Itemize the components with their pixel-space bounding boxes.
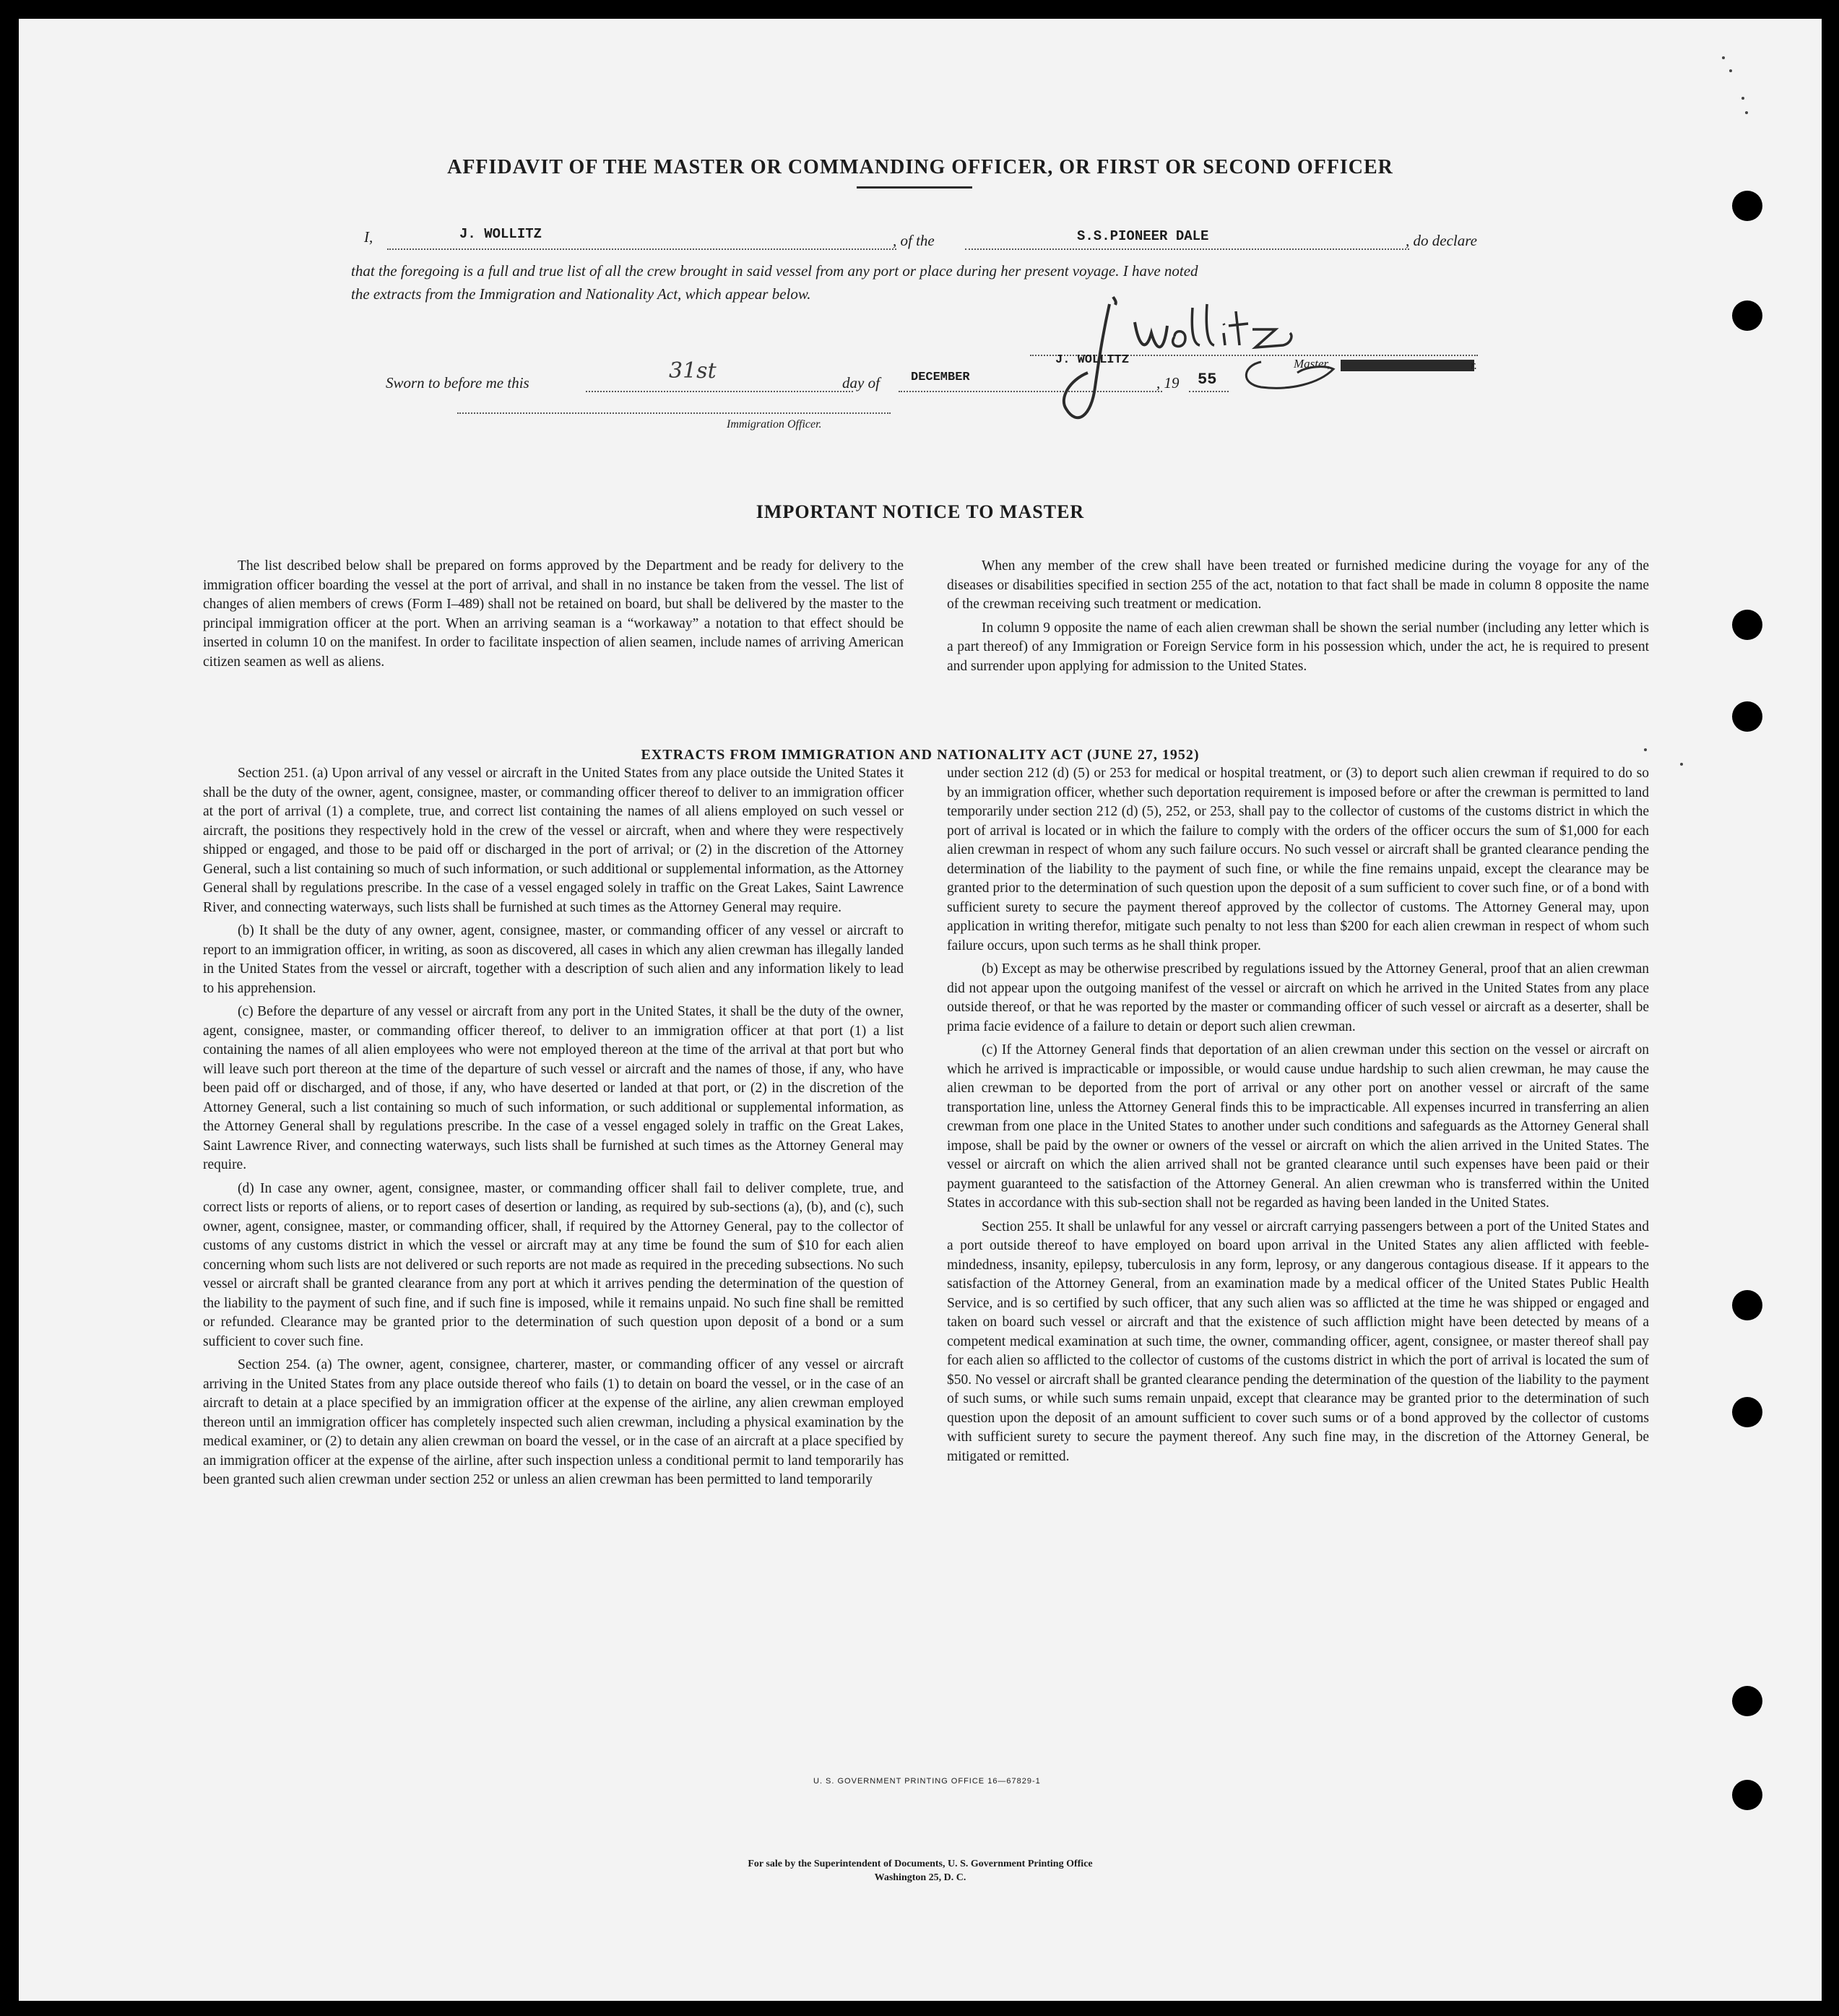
section-paragraph: (d) In case any owner, agent, consignee, master, or commanding officer shall fail to deliver complete, true, and correct lists or reports of aliens, or to report cases of desertion or landing, as required by sub-sections (a), (b), and (c), such owner, agent, consignee, master, or commanding officer, shall, if required by the Attorney General, pay to the collector of customs of any customs district in which the vessel or aircraft may at any time be found the sum of $10 for each alien concerning whom such lists are not delivered or such reports are not made as required in the preceding subsections. No such vessel or aircraft shall be granted clearance from any port at which it arrives pending the determination of the question of the liability to the payment of such fine, and if such fine is imposed, while it remains unpaid. No such fine shall be remitted or refunded. Clearance may be granted prior to the determination of such question upon deposit of a bond or a sum sufficient to cover such fine. <box>203 1180 904 1349</box>
scan-speck <box>1722 56 1725 59</box>
year-prefix: , 19 <box>1156 374 1180 391</box>
scan-speck <box>1729 69 1732 72</box>
scan-speck <box>1680 763 1683 766</box>
vessel-name: S.S.PIONEER DALE <box>1077 228 1209 244</box>
notice-right-column <box>947 557 1649 676</box>
do-declare-label: , do declare <box>1406 232 1477 249</box>
section-paragraph: (c) If the Attorney General finds that deportation of an alien crewman under this section on the vessel or aircraft on which he arrived is impracticable or impossible, or would cause undue hardship to such alien crewman, he may cause the alien crewman to be deported from the port of arrival or any other port on another vessel or aircraft of the same transportation line, unless the Attorney General finds this to be impracticable. All expenses incurred in transferring an alien crewman from one place in the United States to another under such conditions and safeguards as the Attorney General shall impose, shall be paid by the owner or owners of the vessel or aircraft on which the alien arrived in the United States. The vessel or aircraft on which the alien arrived shall not be granted clearance until such expenses have been paid or their payment guaranteed to the satisfaction of the Attorney General. An alien crewman who is transferred within the United States in accordance with this sub-section shall not be regarded as having been landed in the United States. <box>947 1042 1649 1211</box>
prefix-i: I, <box>364 228 373 246</box>
day-of-label: day of <box>842 374 880 391</box>
extracts-title: EXTRACTS FROM IMMIGRATION AND NATIONALITY ACT (JUNE 27, 1952) <box>641 747 1200 763</box>
master-label: Master, <box>1294 357 1330 371</box>
section-paragraph: (c) Before the departure of any vessel or aircraft from any port in the United States, it shall be the duty of the owner, agent, consignee, master, or commanding officer thereof, to deliver to an immigration officer at that port (1) a list containing the names of all alien employees who were not employed thereon at the time of the arrival at that port but who will leave such port thereon at the time of the departure of such vessel or aircraft and the names of those, if any, who have been paid off or discharged, and of those, if any, who have deserted or landed at that port, or (2) in the discretion of the Attorney General, such a list containing so much of such information, or such additional or supplemental information, as the Attorney General shall by regulations prescribe. In the case of a vessel engaged solely in traffic on the Great Lakes, Saint Lawrence River, and connecting waterways, such lists shall be furnished at such times as the Attorney General may require. <box>203 1004 904 1172</box>
declaration-line-2: the extracts from the Immigration and Nationality Act, which appear below. <box>351 285 811 303</box>
punch-hole <box>1732 1290 1762 1320</box>
notice-title: IMPORTANT NOTICE TO MASTER <box>756 501 1085 522</box>
punch-hole <box>1732 610 1762 640</box>
section-paragraph: Section 251. (a) Upon arrival of any vessel or aircraft in the United States from any place outside the United States it shall be the duty of the owner, agent, consignee, master, or commanding officer thereof to deliver to an immigration officer at the port of arrival (1) a complete, true, and correct list containing the names of all aliens employed on such vessel or aircraft, the positions they respectively hold in the crew of the vessel or aircraft, when and where they were respectively shipped or engaged, and those to be paid off or discharged in the port of arrival; or (2) in the discretion of the Attorney General, such a list containing so much of such information, or such additional or supplemental information, as the Attorney General shall by regulations prescribe. In the case of a vessel engaged solely in traffic on the Great Lakes, Saint Lawrence River, and connecting waterways, such lists shall be furnished at such times as the Attorney General may require. <box>203 766 904 915</box>
extracts-right-column <box>947 764 1649 1466</box>
section-paragraph: (b) Except as may be otherwise prescribed by regulations issued by the Attorney General, proof that an alien crewman did not appear upon the outgoing manifest of the vessel or aircraft on which he arrived in the United States from any place outside thereof, or that he was reported by the master or commanding officer of such vessel or aircraft as a deserter, shall be prima facie evidence of a failure to detain or deport such alien crewman. <box>947 961 1649 1034</box>
struck-out-title <box>1341 360 1474 371</box>
punch-hole <box>1732 1397 1762 1427</box>
punch-hole <box>1732 1686 1762 1716</box>
scan-speck <box>1745 111 1748 114</box>
sworn-day: 31st <box>669 358 717 384</box>
immigration-officer-line <box>457 412 891 414</box>
extracts-left-column <box>203 764 904 1490</box>
day-dotted-line <box>586 391 853 392</box>
notice-paragraph: When any member of the crew shall have been treated or furnished medicine during the voyage for any of the diseases or disabilities specified in section 255 of the act, notation to that fact shall be made in column 8 opposite the name of the crewman receiving such treatment or medication. <box>947 558 1649 612</box>
punch-hole <box>1732 300 1762 331</box>
notice-paragraph: In column 9 opposite the name of each alien crewman shall be shown the serial number (including any letter which is a part thereof) of any Immigration or Foreign Service form in his possession which, under the act, he is required to present and surrender upon applying for admission to the United States. <box>947 620 1649 674</box>
section-paragraph: Section 255. It shall be unlawful for any vessel or aircraft carrying passengers between a port of the United States and a port outside thereof to have employed on board upon arrival in the United States any alien afflicted with feeble-mindedness, insanity, epilepsy, tuberculosis in any form, leprosy, or any dangerous contagious disease. If it appears to the satisfaction of the Attorney General, from an examination made by a medical officer of the United States Public Health Service, and is so certified by such officer, that any such alien was so afflicted at the time he was shipped or engaged and taken on board such vessel or aircraft and that the existence of such affliction might have been detected by means of a competent medical examination at such time, the owner, commanding officer, agent, consignee, or master thereof shall pay for each alien so afflicted to the collector of customs of the customs district in which the port of arrival is located the sum of $50. No vessel or aircraft shall be granted clearance pending the determination of the question of the liability to the payment of such sums, or while such sums remain unpaid, except that clearance may be granted prior to the determination of such question upon the deposit of an amount sufficient to cover such sums or of a bond approved by the collector of customs with sufficient surety to secure the payment thereof. Any such fine may, in the discretion of the Attorney General, be mitigated or remitted. <box>947 1219 1649 1464</box>
section-paragraph: Section 254. (a) The owner, agent, consignee, charterer, master, or commanding officer of any vessel or aircraft arriving in the United States from any place outside thereof who fails (1) to detain on board the vessel, or in the case of an aircraft to detain at a place specified by an immigration officer at the expense of the airline, any alien crewman employed thereon until an immigration officer has completely inspected such alien crewman, including a physical examination by the medical examiner, or (2) to detain any alien crewman on board the vessel, or in the case of an aircraft at a place specified by an immigration officer at the expense of the airline, after such inspection unless a conditional permit to land temporarily has been granted such alien crewman under section 252 or unless an alien crewman has been permitted to land temporarily <box>203 1357 904 1487</box>
notice-left-column <box>203 557 904 672</box>
section-paragraph: (b) It shall be the duty of any owner, agent, consignee, master, or commanding officer of any vessel or aircraft to report to an immigration officer, in writing, as soon as discovered, all cases in which any alien crewman has illegally landed in the United States from the vessel or aircraft, together with a description of such alien and any information likely to lead to his apprehension. <box>203 923 904 996</box>
document-page <box>19 19 1822 2001</box>
sworn-label: Sworn to before me this <box>386 374 529 391</box>
printer-imprint: U. S. GOVERNMENT PRINTING OFFICE 16—67829-1 <box>813 1777 1041 1786</box>
signer-typed-name: J. WOLLITZ <box>1055 353 1130 367</box>
immigration-officer-label: Immigration Officer. <box>727 418 822 431</box>
punch-hole <box>1732 191 1762 221</box>
notice-paragraph: The list described below shall be prepared on forms approved by the Department and be ready for delivery to the immigration officer boarding the vessel at the port of arrival, and shall in no instance be taken from the vessel. The list of changes of alien members of crews (Form I–489) shall not be retained on board, but shall be delivered by the master to the principal immigration officer at the port. When an arriving seaman is a “workaway” a notation to that effect should be inserted in column 10 on the manifest. In order to facilitate inspection of alien seamen, include names of arriving American citizen seamen as well as aliens. <box>203 558 904 670</box>
officer-name: J. WOLLITZ <box>459 226 542 242</box>
scan-speck <box>1741 97 1744 100</box>
struck-suffix: r. <box>1471 358 1477 372</box>
vessel-dotted-line <box>965 248 1409 250</box>
footer-line-2: Washington 25, D. C. <box>874 1872 966 1883</box>
sworn-year: 55 <box>1198 371 1217 389</box>
footer-line-1: For sale by the Superintendent of Documents, U. S. Government Printing Office <box>748 1859 1093 1869</box>
sworn-month: DECEMBER <box>911 371 970 384</box>
section-paragraph: under section 212 (d) (5) or 253 for medical or hospital treatment, or (3) to deport such alien crewman if required to do so by an immigration officer, whether such deportation requirement is imposed before or after the crewman is permitted to land temporarily under section 212 (d) (5), 252, or 253, shall pay to the collector of customs of the customs district in which the port of arrival is located or in which the failure to comply with the orders of the officer occurs the sum of $1,000 for each alien crewman in respect of whom any such failure occurs. No such vessel or aircraft shall be granted clearance pending the determination of the liability to the payment of such fine, or while the fine remains unpaid, except the clearance may be granted prior to the determination of such question upon the deposit of a sum sufficient to cover such fine, or of a bond with sufficient surety to secure the payment thereof approved by the collector of customs. The Attorney General may, upon application in writing therefor, mitigate such penalty to not less than $200 for each alien crewman in respect of whom such failure occurs, upon such terms as he shall think proper. <box>947 766 1649 953</box>
of-the-label: , of the <box>893 232 935 249</box>
punch-hole <box>1732 1780 1762 1810</box>
declaration-line-1: that the foregoing is a full and true list of all the crew brought in said vessel from any port or place during her present voyage. I have noted <box>351 262 1198 280</box>
name-dotted-line <box>387 248 896 250</box>
affidavit-title: AFFIDAVIT OF THE MASTER OR COMMANDING OFFICER, OR FIRST OR SECOND OFFICER <box>447 156 1393 178</box>
footer <box>19 1857 1822 1885</box>
secondary-signature-scribble <box>1239 344 1341 409</box>
scan-speck <box>1644 748 1647 751</box>
title-underline <box>857 186 972 189</box>
punch-hole <box>1732 701 1762 732</box>
